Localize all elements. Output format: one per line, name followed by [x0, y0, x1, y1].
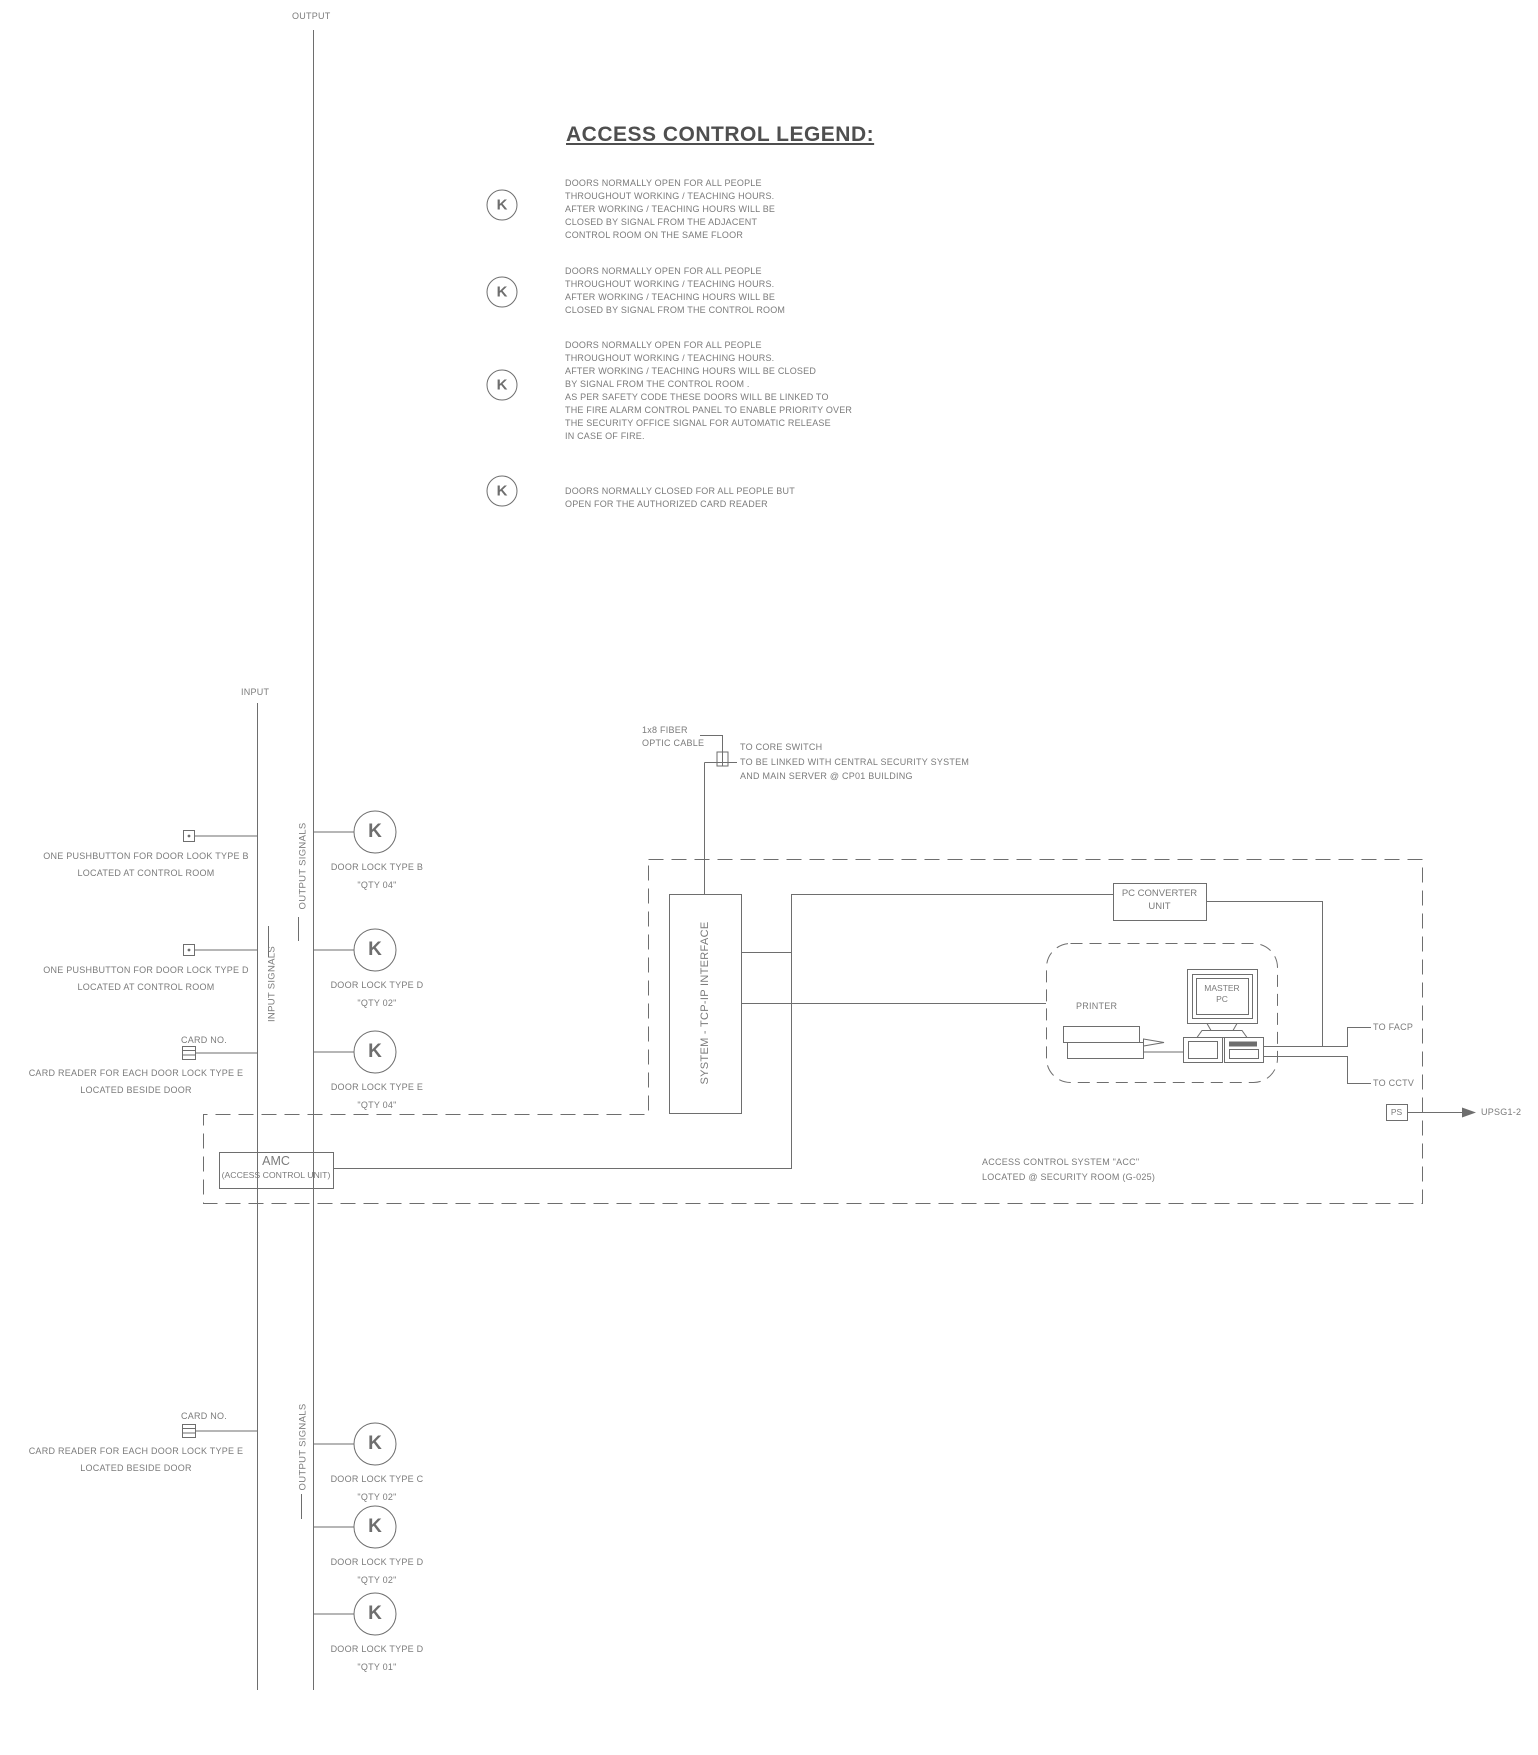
acc-system-boundary — [204, 860, 1423, 1204]
door-lock-k-letter: K — [368, 1603, 382, 1624]
to-cctv-wire — [1264, 1057, 1372, 1084]
printer-icon — [1064, 1027, 1184, 1059]
to-facp-label: TO FACP — [1373, 1022, 1414, 1032]
door-lock-e-caption: DOOR LOCK TYPE E "QTY 04" — [330, 1082, 424, 1110]
output-signals-label: OUTPUT SIGNALS — [297, 822, 309, 910]
ps-label: PS — [1390, 1107, 1403, 1117]
pushbutton-b-caption: ONE PUSHBUTTON FOR DOOR LOOK TYPE B LOCATED AT CONTROL ROOM — [43, 851, 249, 878]
amc-box-label — [219, 1154, 333, 1181]
door-lock-k-symbols — [314, 811, 397, 1635]
card-no-label-bottom: CARD NO. — [181, 1411, 228, 1421]
workstation-group-boundary — [1047, 944, 1278, 1083]
legend-title: ACCESS CONTROL LEGEND: — [566, 123, 875, 146]
card-no-label-top: CARD NO. — [181, 1035, 228, 1045]
pushbutton-d-caption: ONE PUSHBUTTON FOR DOOR LOCK TYPE D LOCATED AT CONTROL ROOM — [43, 965, 249, 992]
amc-title: AMC — [262, 1154, 290, 1168]
amc-to-converter-wire — [334, 895, 1114, 1169]
card-reader-symbol-bottom — [183, 1425, 258, 1438]
to-cctv-label: TO CCTV — [1373, 1078, 1415, 1088]
amc-subtitle: (ACCESS CONTROL UNIT) — [221, 1170, 331, 1180]
fiber-optic-connection — [700, 736, 737, 895]
legend-k-letter: K — [496, 482, 508, 500]
legend-k-letter: K — [496, 196, 508, 214]
legend-k-letter: K — [496, 283, 508, 301]
door-lock-k-letter: K — [368, 939, 382, 960]
door-lock-k-letter: K — [368, 1041, 382, 1062]
door-lock-d-caption: DOOR LOCK TYPE D "QTY 02" — [330, 980, 424, 1008]
tcp-ip-interface-label: SYSTEM - TCP-IP INTERFACE — [699, 921, 711, 1085]
core-switch-note: TO CORE SWITCH TO BE LINKED WITH CENTRAL SECURITY SYSTEM AND MAIN SERVER @ CP01 BUILDING — [740, 742, 970, 781]
door-lock-d2-caption: DOOR LOCK TYPE D "QTY 02" — [330, 1557, 424, 1585]
to-facp-wire — [1264, 1028, 1372, 1047]
door-lock-b-caption: DOOR LOCK TYPE B "QTY 04" — [330, 862, 424, 890]
output-signals-label-bottom: OUTPUT SIGNALS — [297, 1403, 309, 1491]
output-bus-label: OUTPUT — [292, 11, 331, 21]
master-pc-label: MASTER PC — [1204, 983, 1240, 1004]
door-lock-k-letter: K — [368, 1433, 382, 1454]
pc-converter-label: PC CONVERTER UNIT — [1121, 888, 1198, 912]
legend-entry-3: DOORS NORMALLY OPEN FOR ALL PEOPLE THROUGHOUT WORKING / TEACHING HOURS. AFTER WORKING / TEACHING HOURS WILL BE CLOSED BY SIGNAL FROM THE CONTROL ROOM . AS PER SAFETY CODE THESE DOORS WILL BE LINKED TO THE FIRE ALARM CONTROL PANEL TO ENABLE PRIORITY OVER THE SECURITY OFFICE SIGNAL FOR AUTOMATIC RELEASE IN CASE OF FIRE. — [565, 340, 853, 441]
door-lock-d3-caption: DOOR LOCK TYPE D "QTY 01" — [330, 1644, 424, 1672]
card-reader-caption-bottom: CARD READER FOR EACH DOOR LOCK TYPE E LOCATED BESIDE DOOR — [28, 1446, 244, 1473]
legend-entry-4: DOORS NORMALLY CLOSED FOR ALL PEOPLE BUT OPEN FOR THE AUTHORIZED CARD READER — [565, 486, 795, 509]
acc-system-caption: ACCESS CONTROL SYSTEM "ACC" LOCATED @ SECURITY ROOM (G-025) — [982, 1157, 1156, 1182]
input-bus-label: INPUT — [241, 687, 270, 697]
legend-k-letter: K — [496, 376, 508, 394]
ups-label: UPSG1-2 — [1481, 1107, 1522, 1117]
card-reader-caption-top: CARD READER FOR EACH DOOR LOCK TYPE E LOCATED BESIDE DOOR — [28, 1068, 244, 1095]
input-signals-label: INPUT SIGNALS — [266, 945, 278, 1023]
door-lock-k-letter: K — [368, 1516, 382, 1537]
legend-entry-1: DOORS NORMALLY OPEN FOR ALL PEOPLE THROUGHOUT WORKING / TEACHING HOURS. AFTER WORKING / TEACHING HOURS WILL BE CLOSED BY SIGNAL FROM THE ADJACENT CONTROL ROOM ON THE SAME FLOOR — [565, 178, 776, 240]
door-lock-k-letter: K — [368, 821, 382, 842]
door-lock-c-caption: DOOR LOCK TYPE C "QTY 02" — [330, 1474, 424, 1502]
pushbutton-b-symbol — [184, 831, 258, 842]
printer-label: PRINTER — [1076, 1001, 1118, 1011]
card-reader-symbol-top — [183, 1047, 258, 1060]
legend-k-symbols — [487, 190, 517, 506]
pushbutton-d-symbol — [184, 945, 258, 956]
legend-entry-2: DOORS NORMALLY OPEN FOR ALL PEOPLE THROUGHOUT WORKING / TEACHING HOURS. AFTER WORKING / TEACHING HOURS WILL BE CLOSED BY SIGNAL FROM THE CONTROL ROOM — [565, 266, 786, 315]
fiber-cable-label: 1x8 FIBER OPTIC CABLE — [642, 725, 705, 748]
